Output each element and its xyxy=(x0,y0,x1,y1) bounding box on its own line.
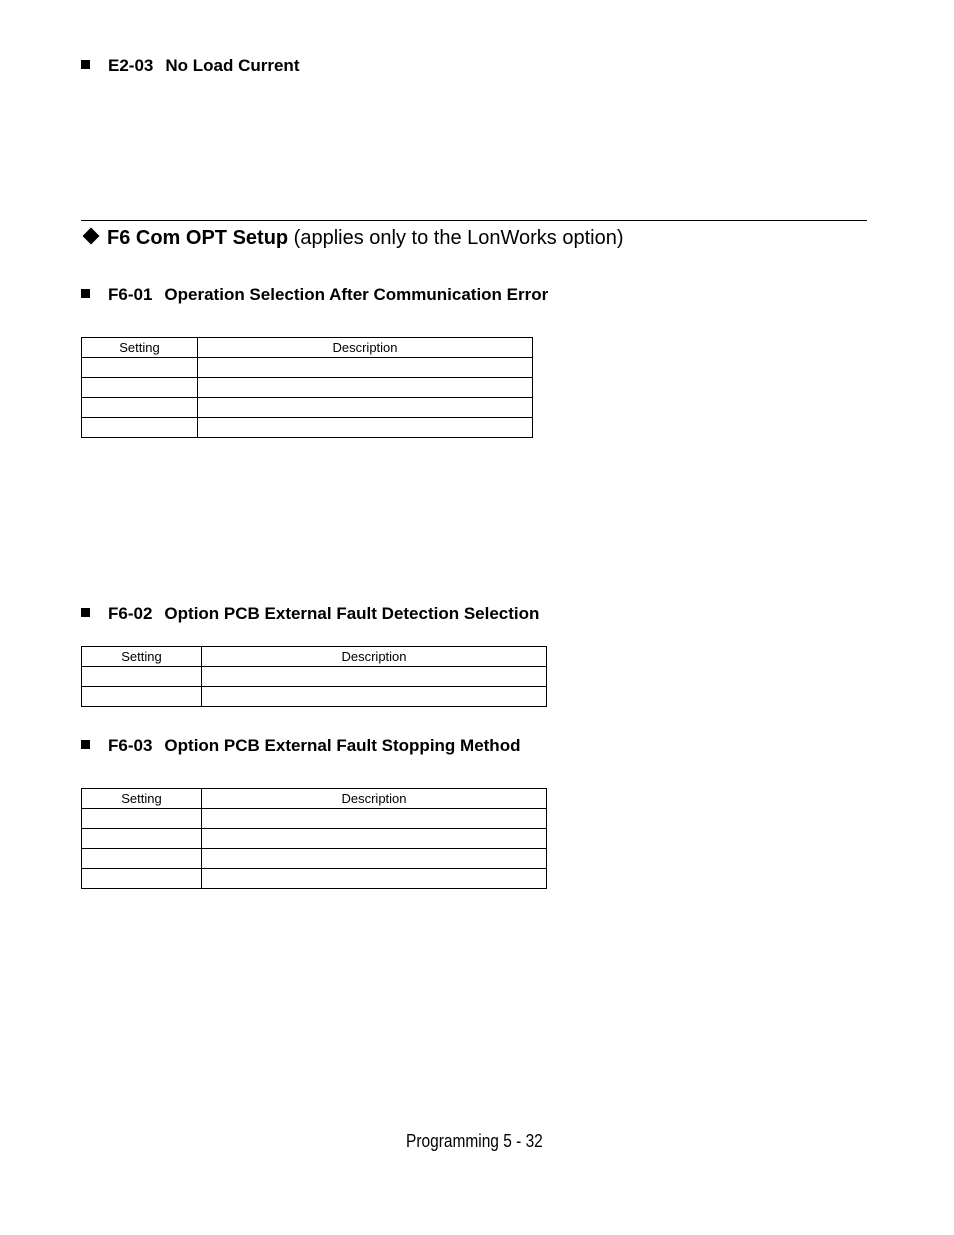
square-bullet-icon xyxy=(81,60,90,69)
table-row xyxy=(82,869,547,889)
cell-description xyxy=(202,667,547,687)
group-title-note: (applies only to the LonWorks option) xyxy=(288,227,624,249)
group-title-bold: F6 Com OPT Setup xyxy=(107,227,289,249)
table-row xyxy=(82,849,547,869)
cell-setting xyxy=(82,667,202,687)
cell-description xyxy=(198,398,533,418)
settings-table-f6-02 xyxy=(81,646,547,707)
table-row xyxy=(82,398,533,418)
header-description: Description xyxy=(202,647,547,667)
table-row xyxy=(82,687,547,707)
square-bullet-icon xyxy=(81,289,90,298)
param-title: Option PCB External Fault Detection Selection xyxy=(164,604,540,623)
cell-setting xyxy=(82,849,202,869)
cell-setting xyxy=(82,829,202,849)
table-row xyxy=(82,829,547,849)
param-title: Option PCB External Fault Stopping Method xyxy=(164,736,521,755)
table-row xyxy=(82,358,533,378)
param-code: F6-02 xyxy=(108,604,153,623)
param-code: F6-03 xyxy=(108,736,153,755)
section-divider xyxy=(81,220,867,221)
settings-table-f6-03 xyxy=(81,788,547,889)
header-setting: Setting xyxy=(82,647,202,667)
table-row xyxy=(82,378,533,398)
section-heading-e2-03 xyxy=(81,56,299,76)
cell-description xyxy=(198,418,533,438)
table-header-row xyxy=(82,789,547,809)
cell-description xyxy=(198,378,533,398)
header-setting: Setting xyxy=(82,789,202,809)
cell-description xyxy=(198,358,533,378)
param-code: E2-03 xyxy=(108,56,154,75)
cell-setting xyxy=(82,687,202,707)
param-title: Operation Selection After Communication Error xyxy=(164,285,549,304)
header-description: Description xyxy=(198,338,533,358)
diamond-bullet-icon xyxy=(83,228,100,245)
param-title: No Load Current xyxy=(165,56,300,75)
table-header-row xyxy=(82,647,547,667)
cell-setting xyxy=(82,418,198,438)
cell-description xyxy=(202,849,547,869)
cell-setting xyxy=(82,378,198,398)
square-bullet-icon xyxy=(81,740,90,749)
square-bullet-icon xyxy=(81,608,90,617)
cell-description xyxy=(202,829,547,849)
section-heading-f6-03 xyxy=(81,736,520,756)
table-row xyxy=(82,809,547,829)
cell-setting xyxy=(82,869,202,889)
header-description: Description xyxy=(202,789,547,809)
group-title xyxy=(81,226,624,250)
param-code: F6-01 xyxy=(108,285,153,304)
cell-setting xyxy=(82,398,198,418)
cell-setting xyxy=(82,358,198,378)
table-row xyxy=(82,418,533,438)
cell-description xyxy=(202,869,547,889)
header-setting: Setting xyxy=(82,338,198,358)
settings-table-f6-01 xyxy=(81,337,533,438)
section-heading-f6-01 xyxy=(81,285,548,305)
page-footer: Programming 5 - 32 xyxy=(406,1131,543,1151)
cell-description xyxy=(202,809,547,829)
cell-setting xyxy=(82,809,202,829)
table-header-row xyxy=(82,338,533,358)
table-row xyxy=(82,667,547,687)
section-heading-f6-02 xyxy=(81,604,539,624)
cell-description xyxy=(202,687,547,707)
